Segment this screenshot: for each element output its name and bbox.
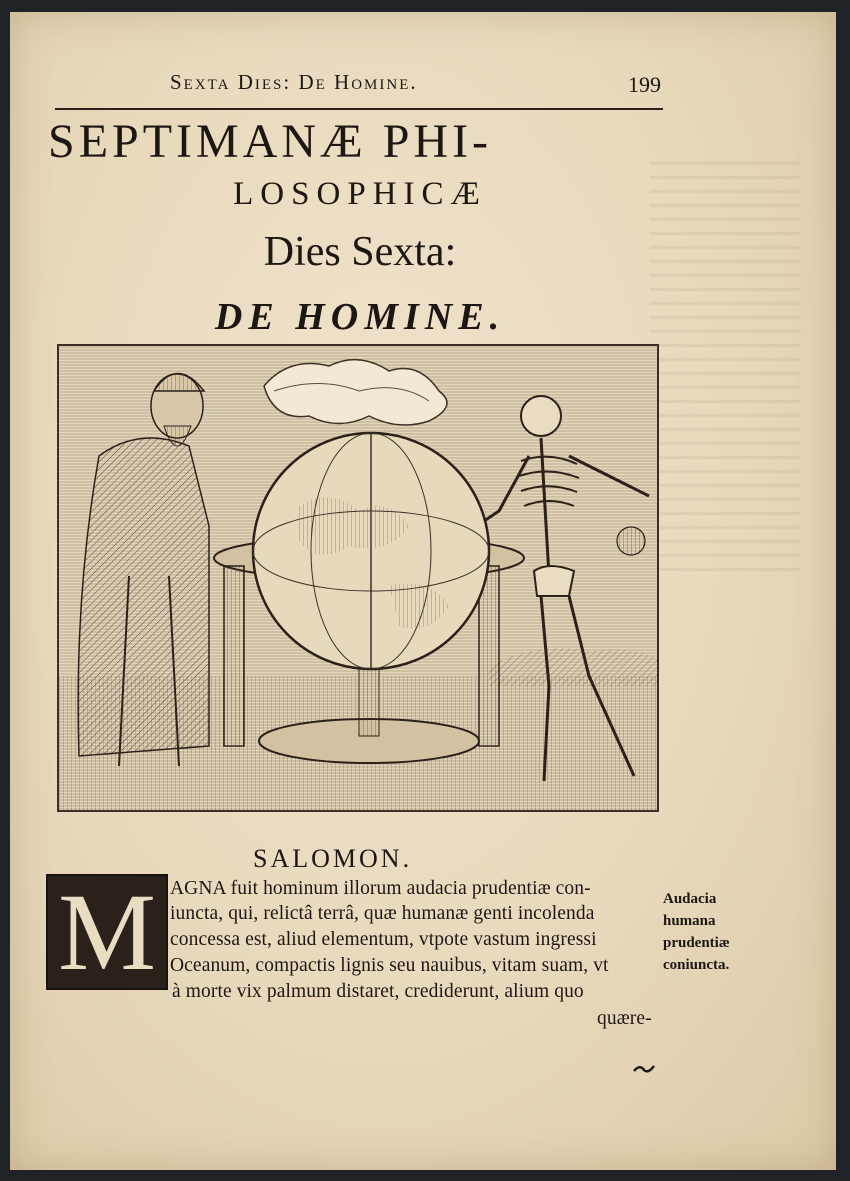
- engraving-scholar-globe-skeleton-icon: [59, 346, 657, 810]
- body-line-1: AGNA fuit hominum illorum audacia prudentiæ con-: [170, 878, 591, 899]
- margin-note-line-3: prudentiæ: [663, 935, 730, 951]
- decorated-initial: [46, 871, 168, 993]
- margin-note-line-4: coniuncta.: [663, 957, 730, 973]
- chapter-title-line-1: SEPTIMANÆ PHI-: [48, 115, 493, 168]
- ink-mark-icon: [632, 1062, 656, 1074]
- margin-note-line-1: Audacia: [663, 891, 717, 907]
- header-rule: [55, 108, 663, 110]
- chapter-title-line-4: DE HOMINE.: [214, 296, 506, 338]
- section-heading: SALOMON.: [253, 844, 413, 873]
- body-line-2: iuncta, qui, relictâ terrâ, quæ humanæ genti incolenda: [170, 903, 595, 924]
- margin-note: [663, 888, 730, 976]
- running-head: Sexta Dies: De Homine.: [170, 70, 418, 94]
- show-through-text: [650, 162, 800, 582]
- chapter-title-line-3: Dies Sexta:: [263, 229, 457, 275]
- page-number: 199: [628, 72, 661, 97]
- body-line-5: à morte vix palmum distaret, crediderunt, alium quo: [172, 981, 584, 1002]
- body-line-4: Oceanum, compactis lignis seu nauibus, vitam suam, vt: [170, 955, 609, 976]
- drop-cap-letter: M: [58, 871, 156, 993]
- margin-note-line-2: humana: [663, 913, 716, 929]
- body-line-3: concessa est, aliud elementum, vtpote vastum ingressi: [170, 929, 597, 950]
- chapter-title-line-2: LOSOPHICÆ: [233, 176, 487, 212]
- engraving-illustration: [57, 344, 659, 812]
- catchword: quære-: [597, 1008, 652, 1029]
